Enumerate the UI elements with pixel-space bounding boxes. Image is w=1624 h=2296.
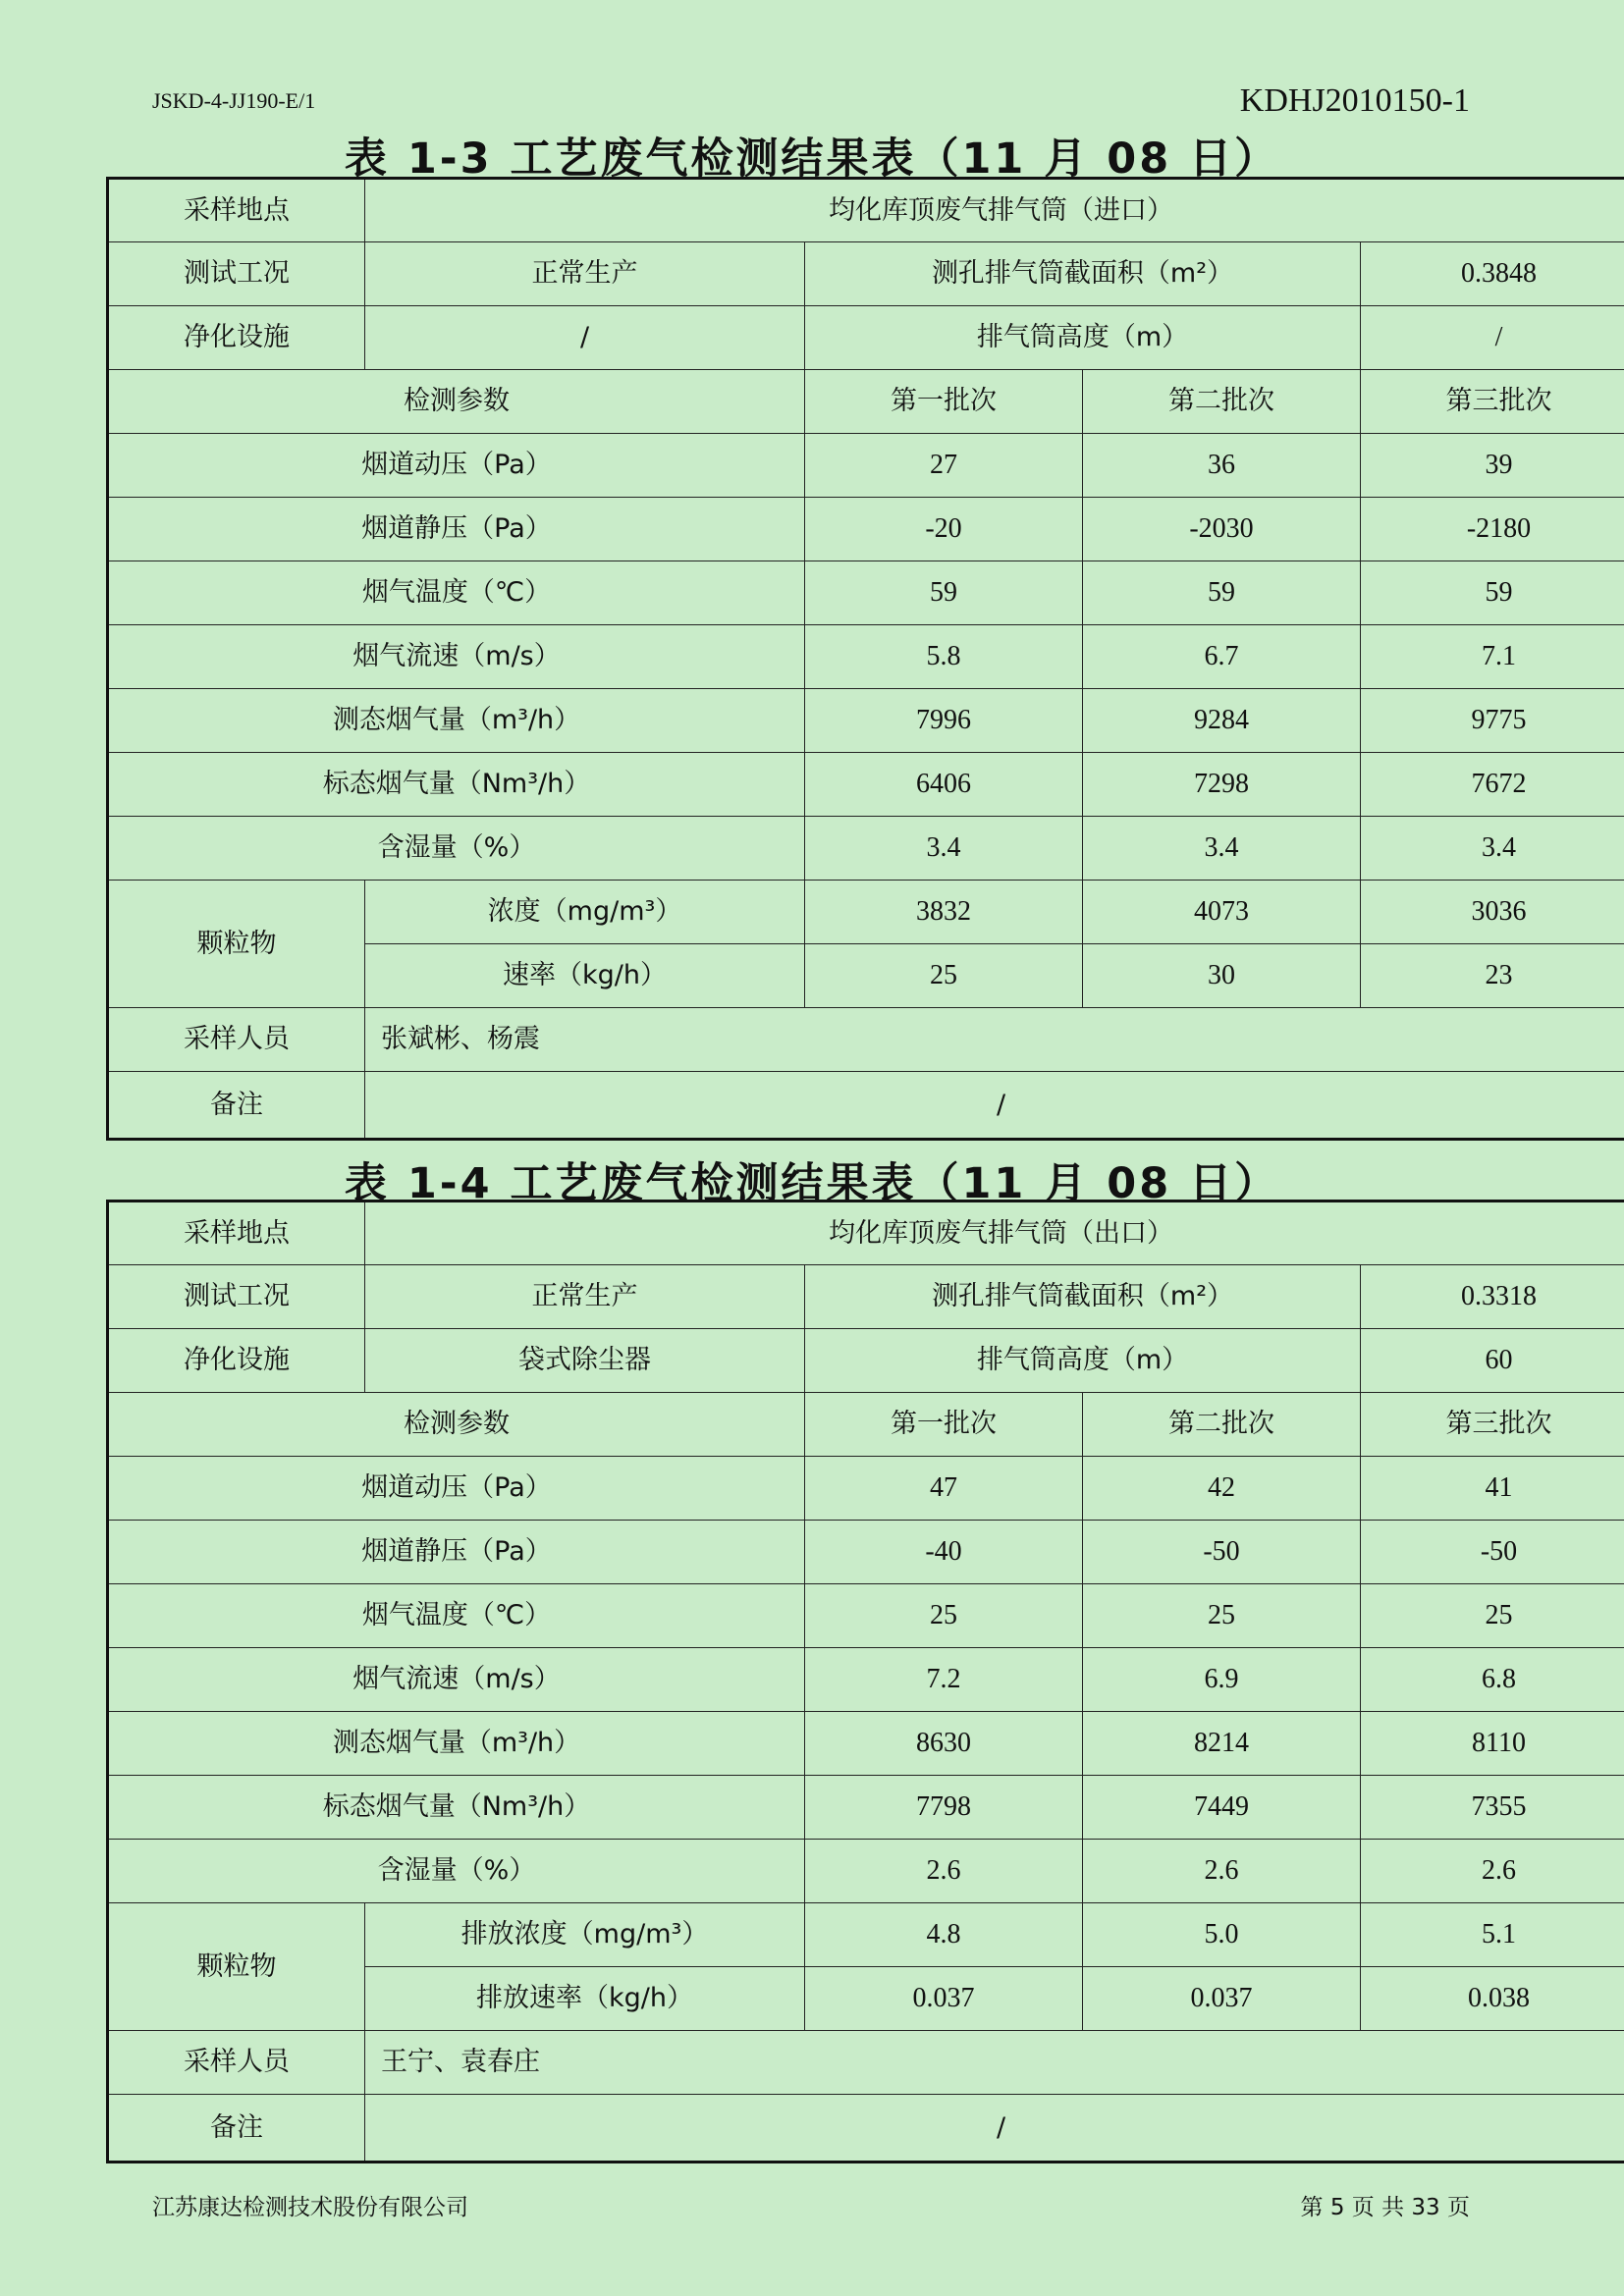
param-label: 烟道动压（Pa）	[108, 434, 805, 498]
value-cell: 0.037	[805, 1967, 1083, 2031]
sampler-label: 采样人员	[108, 1008, 365, 1072]
value-cell: 3.4	[805, 817, 1083, 881]
height-value: 60	[1361, 1329, 1624, 1393]
param-label: 标态烟气量（Nm³/h）	[108, 1776, 805, 1840]
value-cell: 30	[1083, 944, 1361, 1008]
results-table	[106, 177, 1624, 1141]
value-cell: 7672	[1361, 753, 1624, 817]
value-cell: 59	[1361, 561, 1624, 625]
facility-label: 净化设施	[108, 306, 365, 370]
batch-2-header: 第二批次	[1083, 370, 1361, 434]
condition: 正常生产	[365, 1265, 805, 1329]
page-number: 第 5 页 共 33 页	[1300, 2195, 1470, 2220]
value-cell: 0.038	[1361, 1967, 1624, 2031]
value-cell: 3832	[805, 881, 1083, 944]
table-row	[108, 1457, 1624, 1521]
value-cell: -2030	[1083, 498, 1361, 561]
area-value: 0.3318	[1361, 1265, 1624, 1329]
value-cell: 4073	[1083, 881, 1361, 944]
table-row	[108, 1521, 1624, 1584]
height-label: 排气筒高度（m）	[805, 1329, 1361, 1393]
value-cell: 42	[1083, 1457, 1361, 1521]
value-cell: 7.1	[1361, 625, 1624, 689]
table-row	[108, 1712, 1624, 1776]
condition-label: 测试工况	[108, 1265, 365, 1329]
sampling-site: 均化库顶废气排气筒（进口）	[365, 179, 1624, 242]
samplers: 王宁、袁春庄	[365, 2031, 1624, 2095]
table-title: 表 1-4 工艺废气检测结果表（11 月 08 日）	[344, 1159, 1280, 1208]
param-label: 含湿量（%）	[108, 817, 805, 881]
value-cell: 3.4	[1361, 817, 1624, 881]
table-row	[108, 1584, 1624, 1648]
batch-2-header: 第二批次	[1083, 1393, 1361, 1457]
table-row	[108, 625, 1624, 689]
height-value: /	[1361, 306, 1624, 370]
param-label: 排放速率（kg/h）	[365, 1967, 805, 2031]
value-cell: 7355	[1361, 1776, 1624, 1840]
table-row	[108, 689, 1624, 753]
remark: /	[365, 1072, 1624, 1140]
value-cell: 5.8	[805, 625, 1083, 689]
param-label: 含湿量（%）	[108, 1840, 805, 1903]
remark-label: 备注	[108, 2095, 365, 2163]
table-row	[108, 881, 1624, 944]
results-table	[106, 1200, 1624, 2163]
value-cell: 3.4	[1083, 817, 1361, 881]
param-label: 烟道静压（Pa）	[108, 1521, 805, 1584]
value-cell: -40	[805, 1521, 1083, 1584]
param-label: 烟气温度（℃）	[108, 1584, 805, 1648]
value-cell: 27	[805, 434, 1083, 498]
value-cell: 2.6	[805, 1840, 1083, 1903]
table-title: 表 1-3 工艺废气检测结果表（11 月 08 日）	[344, 134, 1280, 184]
sampling-site: 均化库顶废气排气筒（出口）	[365, 1201, 1624, 1265]
value-cell: 47	[805, 1457, 1083, 1521]
value-cell: 8630	[805, 1712, 1083, 1776]
value-cell: 2.6	[1361, 1840, 1624, 1903]
remark-label: 备注	[108, 1072, 365, 1140]
value-cell: 36	[1083, 434, 1361, 498]
param-label: 排放浓度（mg/m³）	[365, 1903, 805, 1967]
value-cell: 7449	[1083, 1776, 1361, 1840]
company-name: 江苏康达检测技术股份有限公司	[152, 2195, 468, 2220]
particulate-label: 颗粒物	[108, 1903, 365, 2031]
facility-label: 净化设施	[108, 1329, 365, 1393]
param-label: 测态烟气量（m³/h）	[108, 1712, 805, 1776]
area-label: 测孔排气筒截面积（m²）	[805, 242, 1361, 306]
document-code: JSKD-4-JJ190-E/1	[152, 88, 316, 113]
table-row	[108, 498, 1624, 561]
sampling-site-label: 采样地点	[108, 179, 365, 242]
table-row	[108, 561, 1624, 625]
table-row	[108, 434, 1624, 498]
value-cell: 6.7	[1083, 625, 1361, 689]
remark: /	[365, 2095, 1624, 2163]
value-cell: 6406	[805, 753, 1083, 817]
batch-3-header: 第三批次	[1361, 370, 1624, 434]
value-cell: 25	[1361, 1584, 1624, 1648]
value-cell: 25	[805, 944, 1083, 1008]
value-cell: 25	[805, 1584, 1083, 1648]
condition-label: 测试工况	[108, 242, 365, 306]
value-cell: 25	[1083, 1584, 1361, 1648]
value-cell: 41	[1361, 1457, 1624, 1521]
samplers: 张斌彬、杨震	[365, 1008, 1624, 1072]
value-cell: 59	[1083, 561, 1361, 625]
param-label: 烟道静压（Pa）	[108, 498, 805, 561]
value-cell: 9775	[1361, 689, 1624, 753]
batch-1-header: 第一批次	[805, 370, 1083, 434]
value-cell: 2.6	[1083, 1840, 1361, 1903]
value-cell: 5.0	[1083, 1903, 1361, 1967]
param-header: 检测参数	[108, 370, 805, 434]
value-cell: -20	[805, 498, 1083, 561]
facility: 袋式除尘器	[365, 1329, 805, 1393]
batch-1-header: 第一批次	[805, 1393, 1083, 1457]
area-label: 测孔排气筒截面积（m²）	[805, 1265, 1361, 1329]
value-cell: 9284	[1083, 689, 1361, 753]
value-cell: 7996	[805, 689, 1083, 753]
param-label: 烟气流速（m/s）	[108, 1648, 805, 1712]
table-row	[108, 1903, 1624, 1967]
height-label: 排气筒高度（m）	[805, 306, 1361, 370]
table-row	[108, 1648, 1624, 1712]
value-cell: 6.9	[1083, 1648, 1361, 1712]
value-cell: 59	[805, 561, 1083, 625]
value-cell: 7798	[805, 1776, 1083, 1840]
particulate-label: 颗粒物	[108, 881, 365, 1008]
value-cell: -50	[1083, 1521, 1361, 1584]
param-label: 浓度（mg/m³）	[365, 881, 805, 944]
value-cell: 23	[1361, 944, 1624, 1008]
table-row	[108, 753, 1624, 817]
condition: 正常生产	[365, 242, 805, 306]
facility: /	[365, 306, 805, 370]
value-cell: 3036	[1361, 881, 1624, 944]
value-cell: 4.8	[805, 1903, 1083, 1967]
table-row	[108, 1776, 1624, 1840]
table-row	[108, 1840, 1624, 1903]
value-cell: 0.037	[1083, 1967, 1361, 2031]
param-label: 烟气温度（℃）	[108, 561, 805, 625]
param-label: 标态烟气量（Nm³/h）	[108, 753, 805, 817]
param-label: 烟气流速（m/s）	[108, 625, 805, 689]
value-cell: 7.2	[805, 1648, 1083, 1712]
param-label: 测态烟气量（m³/h）	[108, 689, 805, 753]
value-cell: 6.8	[1361, 1648, 1624, 1712]
batch-3-header: 第三批次	[1361, 1393, 1624, 1457]
param-label: 速率（kg/h）	[365, 944, 805, 1008]
value-cell: 7298	[1083, 753, 1361, 817]
value-cell: 5.1	[1361, 1903, 1624, 1967]
value-cell: 8110	[1361, 1712, 1624, 1776]
sampler-label: 采样人员	[108, 2031, 365, 2095]
param-header: 检测参数	[108, 1393, 805, 1457]
report-number: KDHJ2010150-1	[1239, 82, 1470, 119]
value-cell: 8214	[1083, 1712, 1361, 1776]
value-cell: 39	[1361, 434, 1624, 498]
area-value: 0.3848	[1361, 242, 1624, 306]
param-label: 烟道动压（Pa）	[108, 1457, 805, 1521]
sampling-site-label: 采样地点	[108, 1201, 365, 1265]
value-cell: -50	[1361, 1521, 1624, 1584]
value-cell: -2180	[1361, 498, 1624, 561]
table-row	[108, 817, 1624, 881]
